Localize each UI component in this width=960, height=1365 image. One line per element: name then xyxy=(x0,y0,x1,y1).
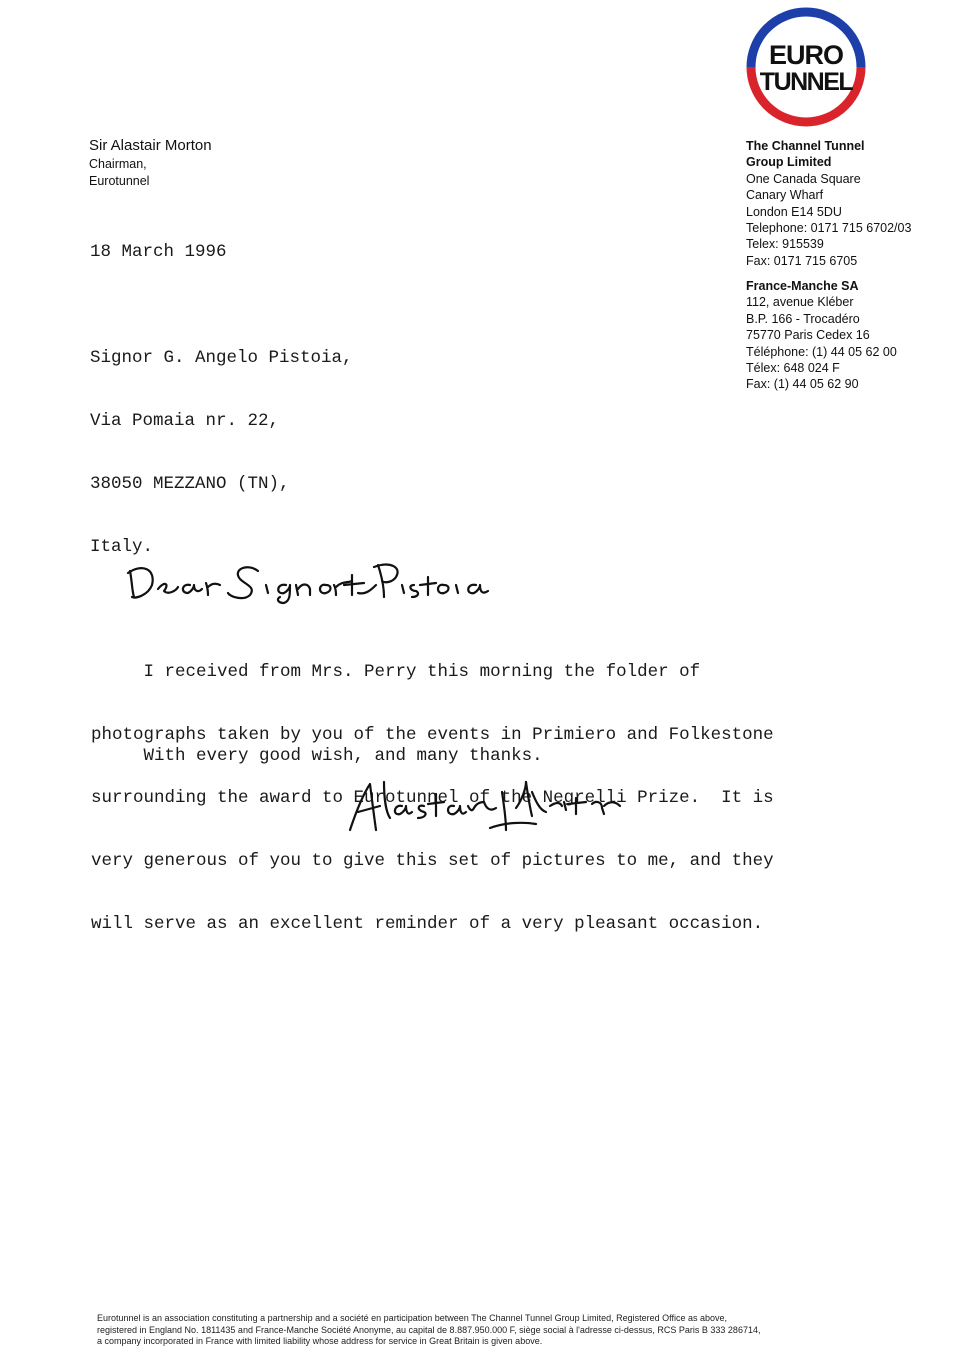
legal-footer xyxy=(97,1313,760,1348)
logo-text-line1: EURO xyxy=(768,40,844,70)
body-line: very generous of you to give this set of pictures to me, and they xyxy=(91,851,774,871)
recipient-line: 38050 MEZZANO (TN), xyxy=(90,474,290,494)
fr-office-line: Fax: (1) 44 05 62 90 xyxy=(746,377,859,392)
uk-office-line: London E14 5DU xyxy=(746,204,842,219)
uk-office-line: Fax: 0171 715 6705 xyxy=(746,253,858,268)
recipient-line: Signor G. Angelo Pistoia, xyxy=(90,348,353,368)
fr-office-line: B.P. 166 - Trocadéro xyxy=(746,311,860,326)
logo-text-line2: TUNNEL xyxy=(759,68,853,96)
sender-company: Eurotunnel xyxy=(89,174,150,188)
uk-office-line: One Canada Square xyxy=(746,171,861,186)
sender-name: Sir Alastair Morton xyxy=(89,137,212,154)
sender-title: Chairman, xyxy=(89,157,147,171)
fr-office-line: Téléphone: (1) 44 05 62 00 xyxy=(746,344,897,359)
fr-office-address xyxy=(746,278,897,393)
sender-block xyxy=(89,136,212,190)
body-line: I received from Mrs. Perry this morning the folder of xyxy=(91,662,701,682)
body-line: will serve as an excellent reminder of a very pleasant occasion. xyxy=(91,914,764,934)
body-line: photographs taken by you of the events in Primiero and Folkestone xyxy=(91,725,774,745)
recipient-line: Via Pomaia nr. 22, xyxy=(90,411,280,431)
handwritten-salutation xyxy=(120,555,490,605)
uk-office-line: Canary Wharf xyxy=(746,188,824,203)
footer-line: registered in England No. 1811435 and France-Manche Société Anonyme, au capital de 8.887.950.000 F, siège social à l'adresse ci-dessus, RCS Paris B 333 286714, xyxy=(97,1324,761,1335)
uk-office-name-line2: Group Limited xyxy=(746,155,832,170)
handwritten-signature xyxy=(340,772,630,842)
fr-office-line: 75770 Paris Cedex 16 xyxy=(746,328,870,343)
uk-office-line: Telex: 915539 xyxy=(746,237,824,252)
body-line: surrounding the award to Eurotunnel of the Negrelli Prize. It is xyxy=(91,788,774,808)
letter-date: 18 March 1996 xyxy=(90,242,227,262)
footer-line: a company incorporated in France with limited liability whose address for service in Great Britain is given above. xyxy=(97,1336,543,1347)
fr-office-line: 112, avenue Kléber xyxy=(746,295,854,310)
eurotunnel-logo xyxy=(745,6,867,128)
recipient-line: Italy. xyxy=(90,537,154,557)
recipient-address xyxy=(90,306,353,579)
fr-office-name: France-Manche SA xyxy=(746,279,859,293)
uk-office-address xyxy=(746,138,911,269)
uk-office-line: Telephone: 0171 715 6702/03 xyxy=(746,221,912,236)
letter-closing: With every good wish, and many thanks. xyxy=(91,746,543,766)
fr-office-line: Télex: 648 024 F xyxy=(746,361,840,376)
uk-office-name-line1: The Channel Tunnel xyxy=(746,139,865,153)
footer-line: Eurotunnel is an association constituting a partnership and a société en participation between The Channel Tunnel Group Limited, Registered Office as above, xyxy=(97,1313,728,1323)
